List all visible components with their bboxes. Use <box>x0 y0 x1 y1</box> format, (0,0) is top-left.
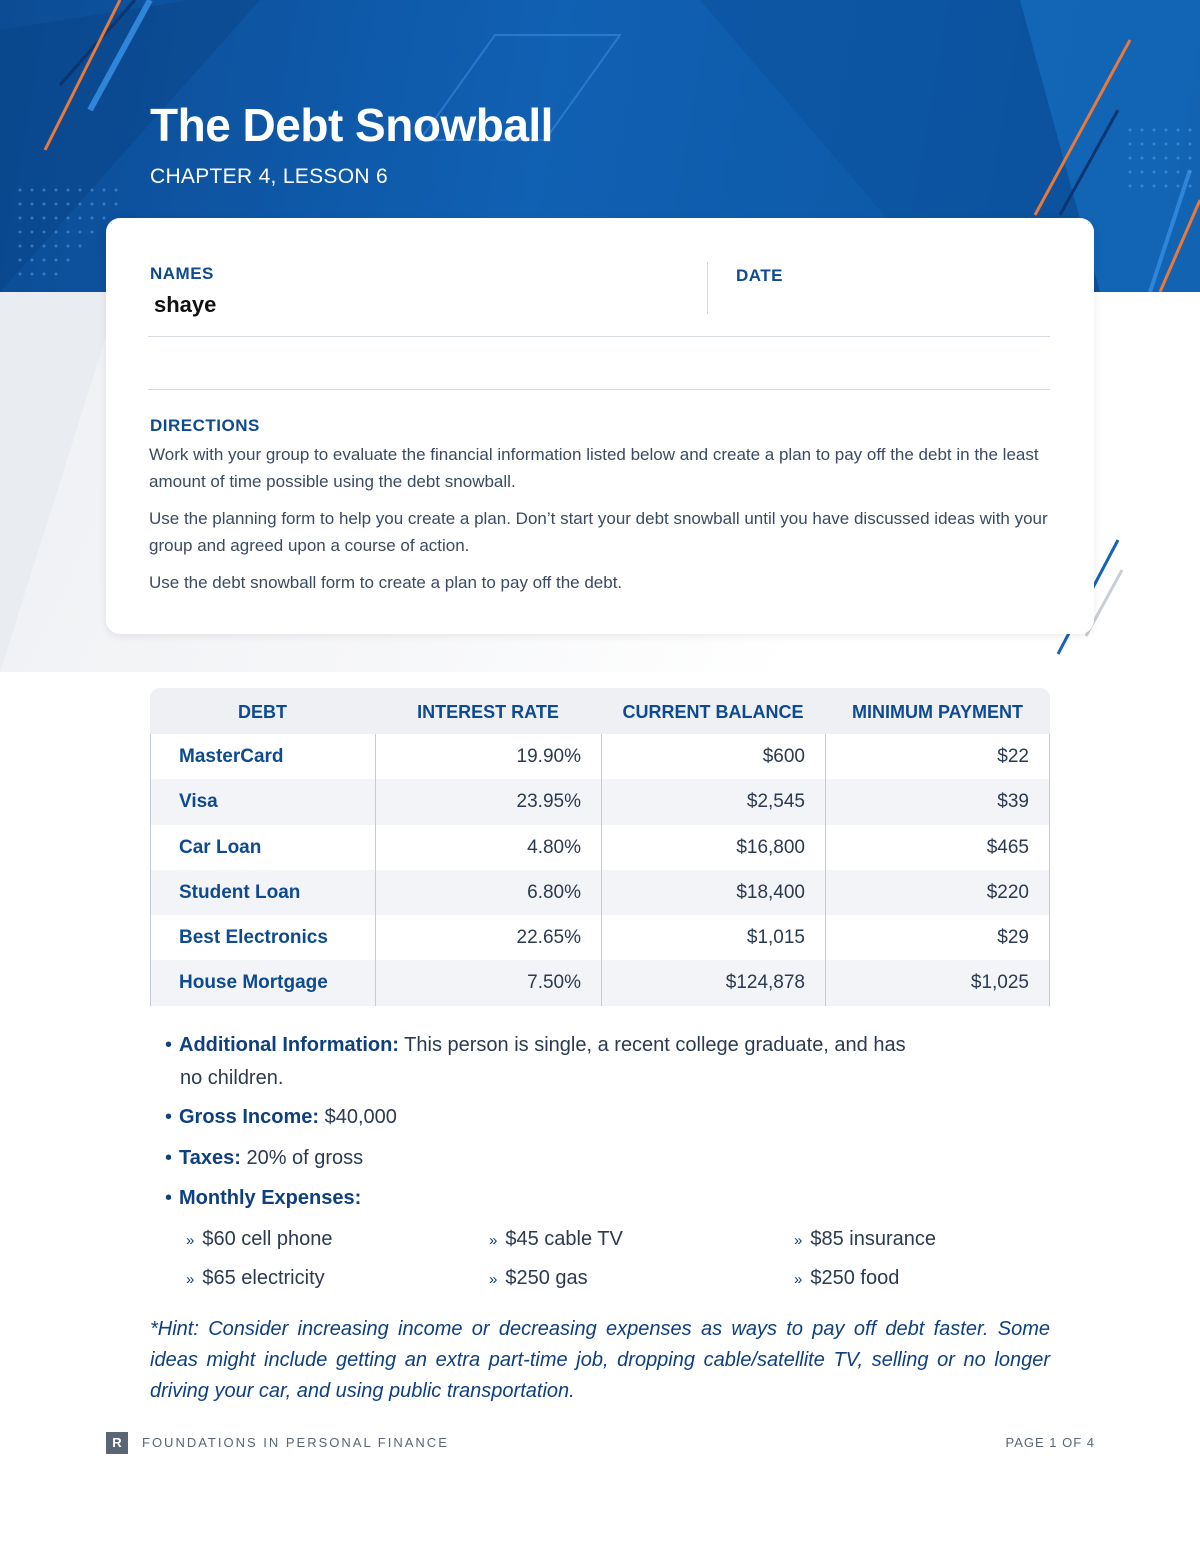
debt-name: Car Loan <box>150 825 375 870</box>
table-body <box>150 734 1050 1006</box>
minimum-payment: $39 <box>825 779 1050 824</box>
expense-item <box>186 1267 325 1290</box>
expense-text: $250 gas <box>505 1267 588 1289</box>
chevron-right-icon: » <box>794 1271 803 1288</box>
page-number: PAGE 1 OF 4 <box>1005 1435 1095 1450</box>
info-text: $40,000 <box>319 1106 397 1128</box>
column-header: CURRENT BALANCE <box>622 702 804 722</box>
brand-logo-icon: R <box>106 1432 128 1454</box>
current-balance: $600 <box>601 734 825 779</box>
info-label: Gross Income: <box>179 1106 320 1128</box>
expense-item <box>489 1228 623 1251</box>
column-header: MINIMUM PAYMENT <box>852 702 1023 722</box>
minimum-payment: $220 <box>825 870 1050 915</box>
names-label: NAMES <box>150 264 214 283</box>
footer-course-name: FOUNDATIONS IN PERSONAL FINANCE <box>142 1435 449 1450</box>
info-label: Monthly Expenses: <box>179 1187 362 1209</box>
info-label: Taxes: <box>179 1147 241 1169</box>
directions-paragraph: Use the debt snowball form to create a plan to pay off the debt. <box>149 573 623 592</box>
table-row <box>150 825 1050 870</box>
page-subtitle: CHAPTER 4, LESSON 6 <box>150 165 388 188</box>
bullet-icon: • <box>165 1034 173 1056</box>
minimum-payment: $29 <box>825 915 1050 960</box>
field-divider <box>707 262 708 314</box>
interest-rate: 6.80% <box>375 870 601 915</box>
directions-card <box>106 218 1094 634</box>
chevron-right-icon: » <box>489 1232 498 1249</box>
bullet-icon: • <box>165 1106 173 1128</box>
info-gross <box>165 1106 397 1129</box>
info-taxes <box>165 1147 363 1170</box>
table-row <box>150 915 1050 960</box>
info-additional-cont: no children. <box>180 1067 284 1089</box>
table-row <box>150 779 1050 824</box>
expense-text: $250 food <box>810 1267 900 1289</box>
form-line <box>148 389 1050 390</box>
interest-rate: 19.90% <box>375 734 601 779</box>
bullet-icon: • <box>165 1147 173 1169</box>
expense-text: $45 cable TV <box>505 1228 623 1250</box>
debt-name: Best Electronics <box>150 915 375 960</box>
debt-name: Visa <box>150 779 375 824</box>
minimum-payment: $465 <box>825 825 1050 870</box>
info-additional <box>165 1034 906 1057</box>
expense-text: $65 electricity <box>202 1267 325 1289</box>
bullet-icon: • <box>165 1187 173 1209</box>
expense-item <box>489 1267 588 1290</box>
current-balance: $124,878 <box>601 960 825 1005</box>
expense-item <box>794 1228 936 1251</box>
debt-name: MasterCard <box>150 734 375 779</box>
interest-rate: 4.80% <box>375 825 601 870</box>
interest-rate: 22.65% <box>375 915 601 960</box>
chevron-right-icon: » <box>489 1271 498 1288</box>
table-row <box>150 734 1050 779</box>
chevron-right-icon: » <box>794 1232 803 1249</box>
info-text: 20% of gross <box>240 1147 364 1169</box>
table-header <box>150 688 1050 734</box>
form-line <box>148 336 1050 337</box>
column-header: INTEREST RATE <box>417 702 559 722</box>
info-expenses <box>165 1187 361 1210</box>
table-row <box>150 870 1050 915</box>
directions-label: DIRECTIONS <box>150 416 260 435</box>
chevron-right-icon: » <box>186 1271 195 1288</box>
column-header: DEBT <box>238 702 287 722</box>
debt-name: House Mortgage <box>150 960 375 1005</box>
interest-rate: 23.95% <box>375 779 601 824</box>
expense-text: $60 cell phone <box>202 1228 333 1250</box>
interest-rate: 7.50% <box>375 960 601 1005</box>
page-title: The Debt Snowball <box>150 99 553 151</box>
minimum-payment: $1,025 <box>825 960 1050 1005</box>
info-text: This person is single, a recent college graduate, and has <box>398 1034 906 1056</box>
table-row <box>150 960 1050 1005</box>
expense-text: $85 insurance <box>810 1228 936 1250</box>
directions-paragraph: Use the planning form to help you create a plan. Don’t start your debt snowball until you have discussed ideas with your group and agreed upon a course of action. <box>149 509 1048 555</box>
current-balance: $2,545 <box>601 779 825 824</box>
current-balance: $18,400 <box>601 870 825 915</box>
hint-text: *Hint: Consider increasing income or decreasing expenses as ways to pay off debt faster. Some ideas might include getting an extra part-time job, dropping cable/satellite TV, selling or no longer driving your car, and using public transportation. <box>150 1318 1050 1402</box>
debt-name: Student Loan <box>150 870 375 915</box>
current-balance: $1,015 <box>601 915 825 960</box>
date-field[interactable] <box>736 292 1036 322</box>
debt-table <box>150 688 1050 1006</box>
names-field[interactable]: shaye <box>154 292 217 317</box>
expense-item <box>186 1228 332 1251</box>
directions-paragraph: Work with your group to evaluate the financial information listed below and create a plan to pay off the debt in the least amount of time possible using the debt snowball. <box>149 445 1039 491</box>
current-balance: $16,800 <box>601 825 825 870</box>
minimum-payment: $22 <box>825 734 1050 779</box>
expense-item <box>794 1267 899 1290</box>
chevron-right-icon: » <box>186 1232 195 1249</box>
info-label: Additional Information: <box>179 1034 399 1056</box>
date-label: DATE <box>736 266 784 285</box>
